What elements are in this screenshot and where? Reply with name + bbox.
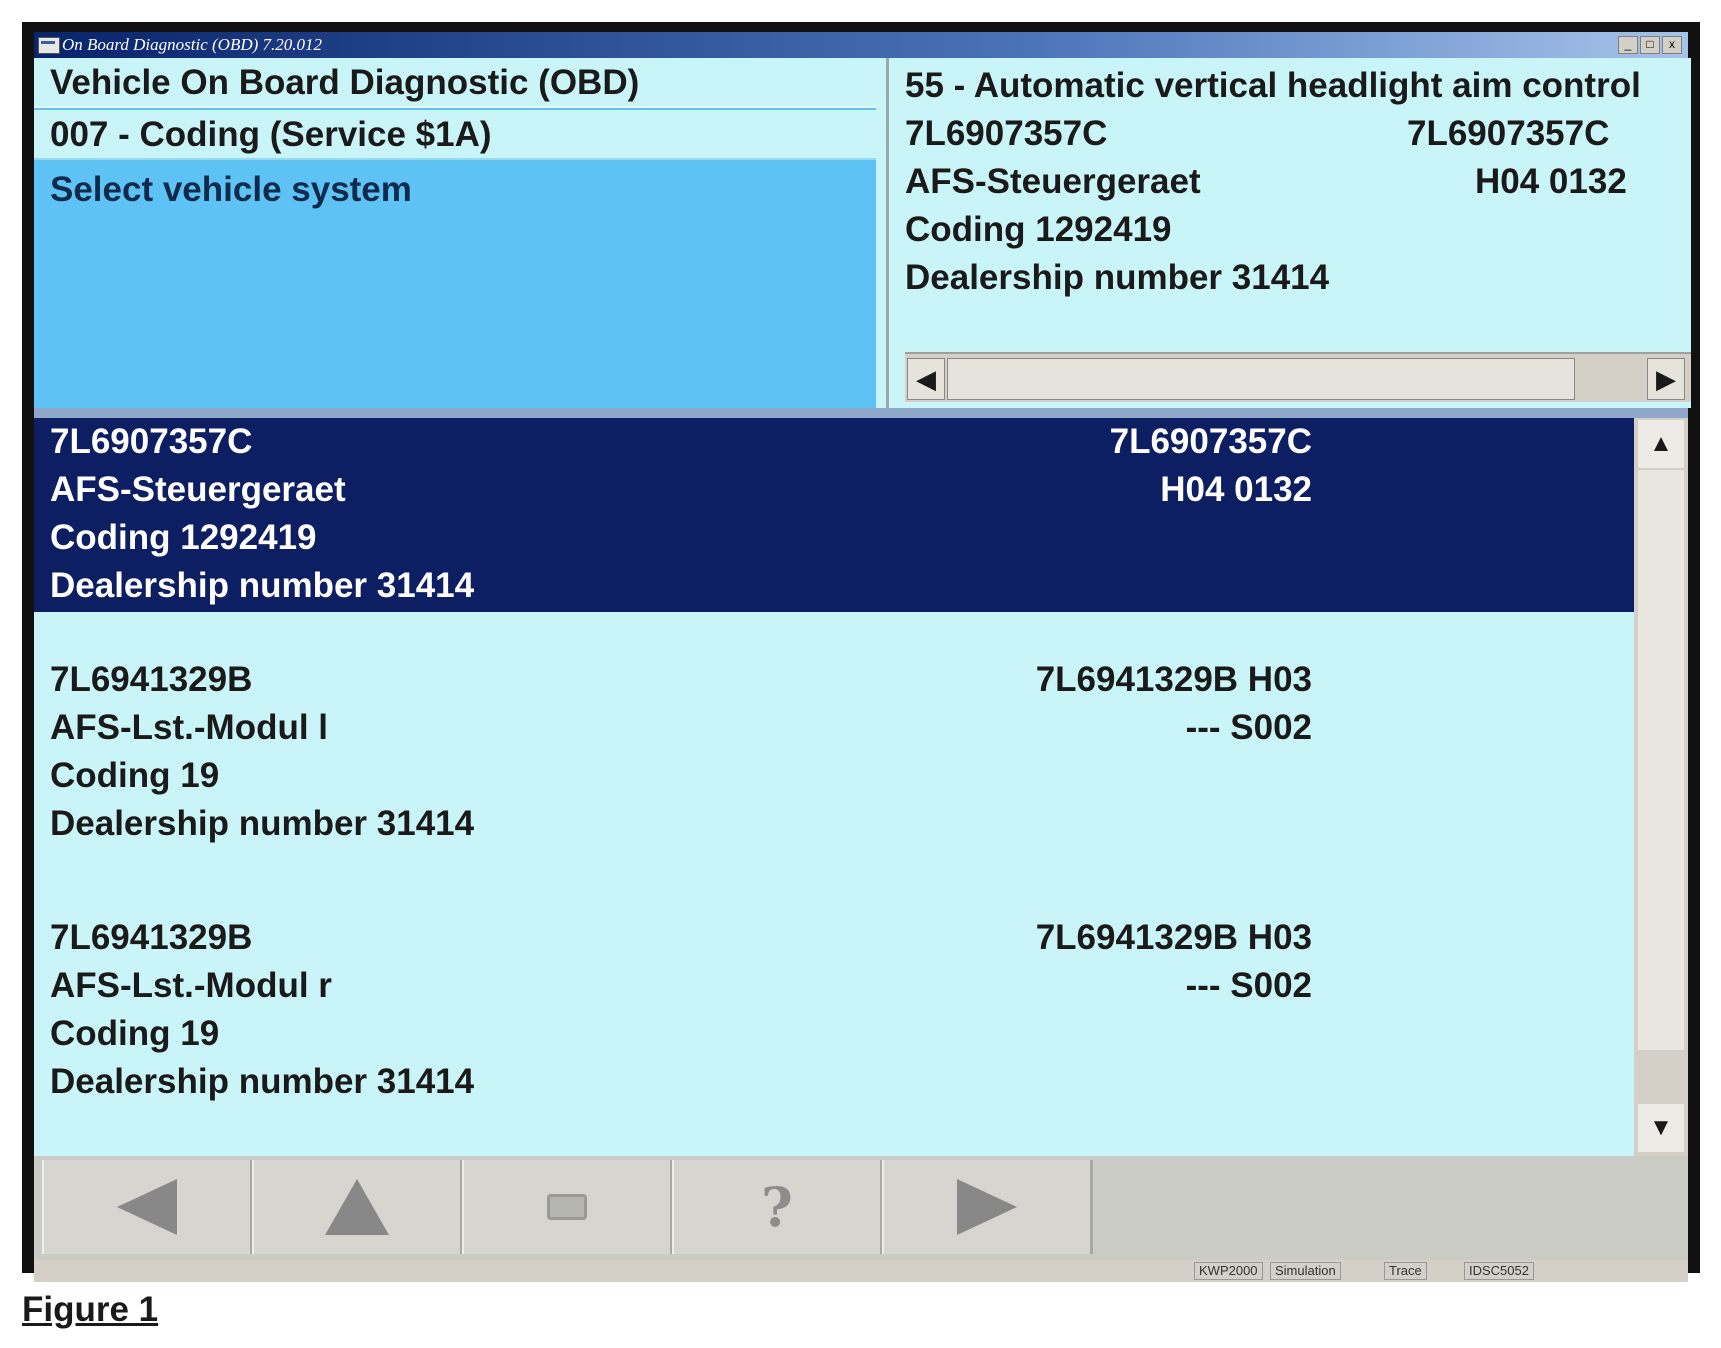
back-button[interactable] [42,1160,253,1254]
vertical-scrollbar[interactable] [1634,418,1688,1156]
app-icon [38,37,60,54]
close-button[interactable]: x [1662,36,1682,54]
entry-name: AFS-Steuergeraet [50,470,346,509]
status-simulation: Simulation [1270,1262,1341,1280]
entry-part-number-right: 7L6941329B H03 [1035,660,1312,699]
info-part-number: 7L6907357C [905,114,1108,153]
scroll-track[interactable] [1638,470,1684,1050]
info-version: H04 0132 [1475,162,1627,201]
entry-part-number-right: 7L6941329B H03 [1035,918,1312,957]
up-button[interactable] [252,1160,463,1254]
status-bar [34,1260,1688,1282]
maximize-button[interactable]: □ [1640,36,1660,54]
minimize-button[interactable]: _ [1618,36,1638,54]
list-item[interactable] [34,418,1634,612]
entry-dealership: Dealership number 31414 [50,804,475,843]
figure-caption: Figure 1 [22,1290,159,1329]
info-dealership: Dealership number 31414 [905,258,1330,297]
back-arrow-icon [117,1179,177,1235]
entry-version: --- S002 [1185,708,1312,747]
entry-part-number: 7L6907357C [50,422,253,461]
list-item[interactable] [34,660,1634,854]
print-icon [547,1194,587,1220]
entry-dealership: Dealership number 31414 [50,566,475,605]
help-icon: ? [761,1175,793,1239]
status-trace: Trace [1384,1262,1427,1280]
info-coding: Coding 1292419 [905,210,1172,249]
scroll-thumb[interactable] [947,358,1575,400]
entry-coding: Coding 1292419 [50,518,317,557]
screenshot-frame [22,22,1700,1278]
title-bar[interactable] [34,32,1688,58]
print-button[interactable] [462,1160,673,1254]
control-module-list [34,418,1634,1156]
window-controls [1618,36,1682,54]
entry-version: --- S002 [1185,966,1312,1005]
list-item[interactable] [34,918,1634,1112]
entry-dealership: Dealership number 31414 [50,1062,475,1101]
panel-divider [34,408,1688,418]
window-title: On Board Diagnostic (OBD) 7.20.012 [62,35,323,54]
forward-button[interactable] [882,1160,1093,1254]
entry-coding: Coding 19 [50,1014,220,1053]
status-protocol: KWP2000 [1194,1262,1263,1280]
scroll-right-icon[interactable]: ▶ [1647,358,1685,400]
entry-name: AFS-Lst.-Modul l [50,708,329,747]
entry-part-number: 7L6941329B [50,918,253,957]
obd-heading: Vehicle On Board Diagnostic (OBD) [34,58,876,108]
scroll-up-icon[interactable]: ▲ [1638,420,1684,468]
function-label: 007 - Coding (Service $1A) [34,110,876,160]
scroll-down-icon[interactable]: ▼ [1638,1104,1684,1152]
system-info-panel [886,58,1691,408]
entry-part-number: 7L6941329B [50,660,253,699]
help-button[interactable] [672,1160,883,1254]
entry-version: H04 0132 [1160,470,1312,509]
select-vehicle-system-prompt[interactable]: Select vehicle system [50,170,412,209]
system-name: 55 - Automatic vertical headlight aim control [905,66,1641,105]
horizontal-scrollbar[interactable] [905,352,1691,402]
navigation-panel [34,58,876,408]
info-component: AFS-Steuergeraet [905,162,1201,201]
up-arrow-icon [325,1179,389,1235]
status-id: IDSC5052 [1464,1262,1534,1280]
forward-arrow-icon [957,1179,1017,1235]
entry-coding: Coding 19 [50,756,220,795]
entry-part-number-right: 7L6907357C [1109,422,1312,461]
info-part-number-right: 7L6907357C [1407,114,1610,153]
toolbar [34,1156,1688,1260]
obd-window [34,32,1688,1278]
entry-name: AFS-Lst.-Modul r [50,966,332,1005]
scroll-left-icon[interactable]: ◀ [907,358,945,400]
